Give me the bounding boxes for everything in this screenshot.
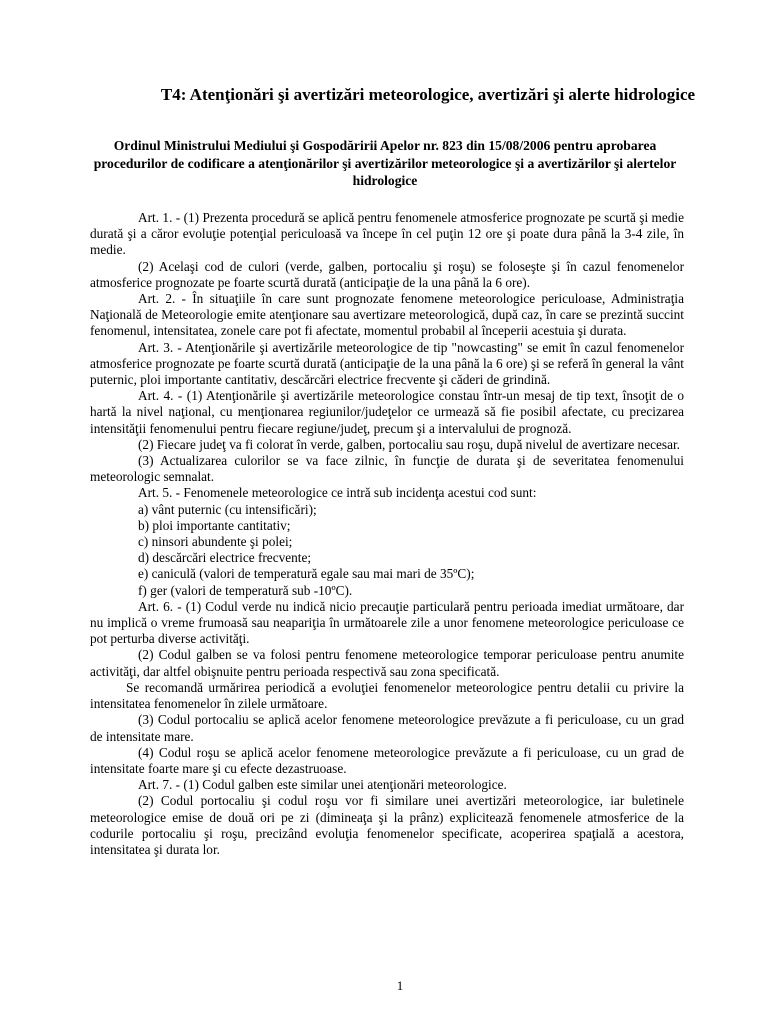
paragraph-art-4-2: (2) Fiecare judeţ va fi colorat în verde, galben, portocaliu sau roşu, după nivelul de avertizare necesar. — [138, 436, 680, 452]
list-item: b) ploi importante cantitativ; — [138, 517, 291, 533]
paragraph-art-6: Art. 6. - (1) Codul verde nu indică nicio precauţie particulară pentru perioada imediat următoare, dar nu implică o vreme frumoasă sau neapariţia în următoarele zile a unor fenomene meteorologice periculoase ce pot perturba diverse activităţi. — [90, 598, 684, 647]
list-item: e) caniculă (valori de temperatură egale sau mai mari de 35ºC); — [138, 566, 475, 582]
paragraph-art-2: Art. 2. - În situaţiile în care sunt prognozate fenomene meteorologice periculoase, Administraţia Naţională de Meteorologie emite atenţionare sau avertizare meteorologică, după caz, în care se prezintă succint fenomenul, intensitatea, zonele care pot fi afectate, momentul probabil al începerii acestuia şi durata. — [90, 291, 684, 339]
paragraph-art-6-3: (3) Codul portocaliu se aplică acelor fenomene meteorologice prevăzute a fi periculoase, cu un grad de intensitate mare. — [90, 712, 684, 744]
paragraph-art-4: Art. 4. - (1) Atenţionările şi avertizările meteorologice constau într-un mesaj de tip text, însoţit de o hartă la nivel naţional, cu menţionarea regiunilor/judeţelor ce urmează să fie posibil afectate, cu precizarea intensităţii fenomenului pentru fiecare regiune/judeţ, precum şi a intervalului de prognoză. — [90, 388, 684, 436]
document-body — [90, 210, 684, 858]
paragraph-art-1: Art. 1. - (1) Prezenta procedură se aplică pentru fenomenele atmosferice prognozate pe scurtă şi medie durată şi a căror evoluţie potenţial periculoasă va începe în cel puţin 12 ore şi poate dura până la 3-4 zile, în medie. — [90, 210, 684, 258]
paragraph-recommendation: Se recomandă urmărirea periodică a evoluţiei fenomenelor meteorologice pentru detalii cu privire la intensitatea fenomenelor în zilele următoare. — [90, 679, 684, 712]
paragraph-art-6-2: (2) Codul galben se va folosi pentru fenomene meteorologice temporar periculoase pentru anumite activităţi, dar altfel obişnuite pentru perioada respectivă sau zona specificată. — [90, 647, 684, 679]
paragraph-art-1-2: (2) Acelaşi cod de culori (verde, galben, portocaliu şi roşu) se foloseşte şi în cazul fenomenelor atmosferice prognozate pe foarte scurtă durată (anticipaţie de la una până la 6 ore). — [90, 258, 684, 290]
paragraph-art-7: Art. 7. - (1) Codul galben este similar unei atenţionări meteorologice. — [138, 777, 507, 793]
document-title: T4: Atenţionări şi avertizări meteorologice, avertizări şi alerte hidrologice — [160, 85, 696, 104]
paragraph-art-7-2: (2) Codul portocaliu şi codul roşu vor fi similare unei avertizări meteorologice, iar buletinele meteorologice emise de două ori pe zi (dimineaţa şi la prânz) explicitează fenomenele atmosferice de la codurile portocaliu şi roşu, precizând evoluţia fenomenelor specificate, acoperirea spaţială a acestora, intensitatea şi durata lor. — [90, 793, 684, 857]
paragraph-art-5: Art. 5. - Fenomenele meteorologice ce intră sub incidenţa acestui cod sunt: — [138, 485, 537, 501]
paragraph-art-6-4: (4) Codul roşu se aplică acelor fenomene meteorologice prevăzute a fi periculoase, cu un grad de intensitate foarte mare şi cu efecte dezastruoase. — [90, 744, 684, 776]
list-item: a) vânt puternic (cu intensificări); — [138, 501, 317, 517]
list-item: d) descărcări electrice frecvente; — [138, 550, 312, 566]
order-subtitle: Ordinul Ministrului Mediului şi Gospodăririi Apelor nr. 823 din 15/08/2006 pentru aprobarea procedurilor de codificare a atenţionărilor şi avertizărilor meteorologice şi a avertizărilor şi alertelor hidrologice — [93, 138, 677, 188]
page-number: 1 — [396, 978, 404, 993]
list-item: c) ninsori abundente şi polei; — [138, 534, 293, 550]
paragraph-art-3: Art. 3. - Atenţionările şi avertizările meteorologice de tip "nowcasting" se emit în cazul fenomenelor atmosferice prognozate pe foarte scurtă durată (anticipaţie de la una până la 6 ore) şi se referă în general la vânt puternic, ploi importante cantitativ, descărcări electrice frecvente şi căderi de grindină. — [90, 339, 684, 388]
paragraph-art-4-3: (3) Actualizarea culorilor se va face zilnic, în funcţie de durata şi de severitatea fenomenului meteorologic semnalat. — [90, 453, 684, 485]
list-item: f) ger (valori de temperatură sub -10ºC). — [138, 582, 353, 598]
